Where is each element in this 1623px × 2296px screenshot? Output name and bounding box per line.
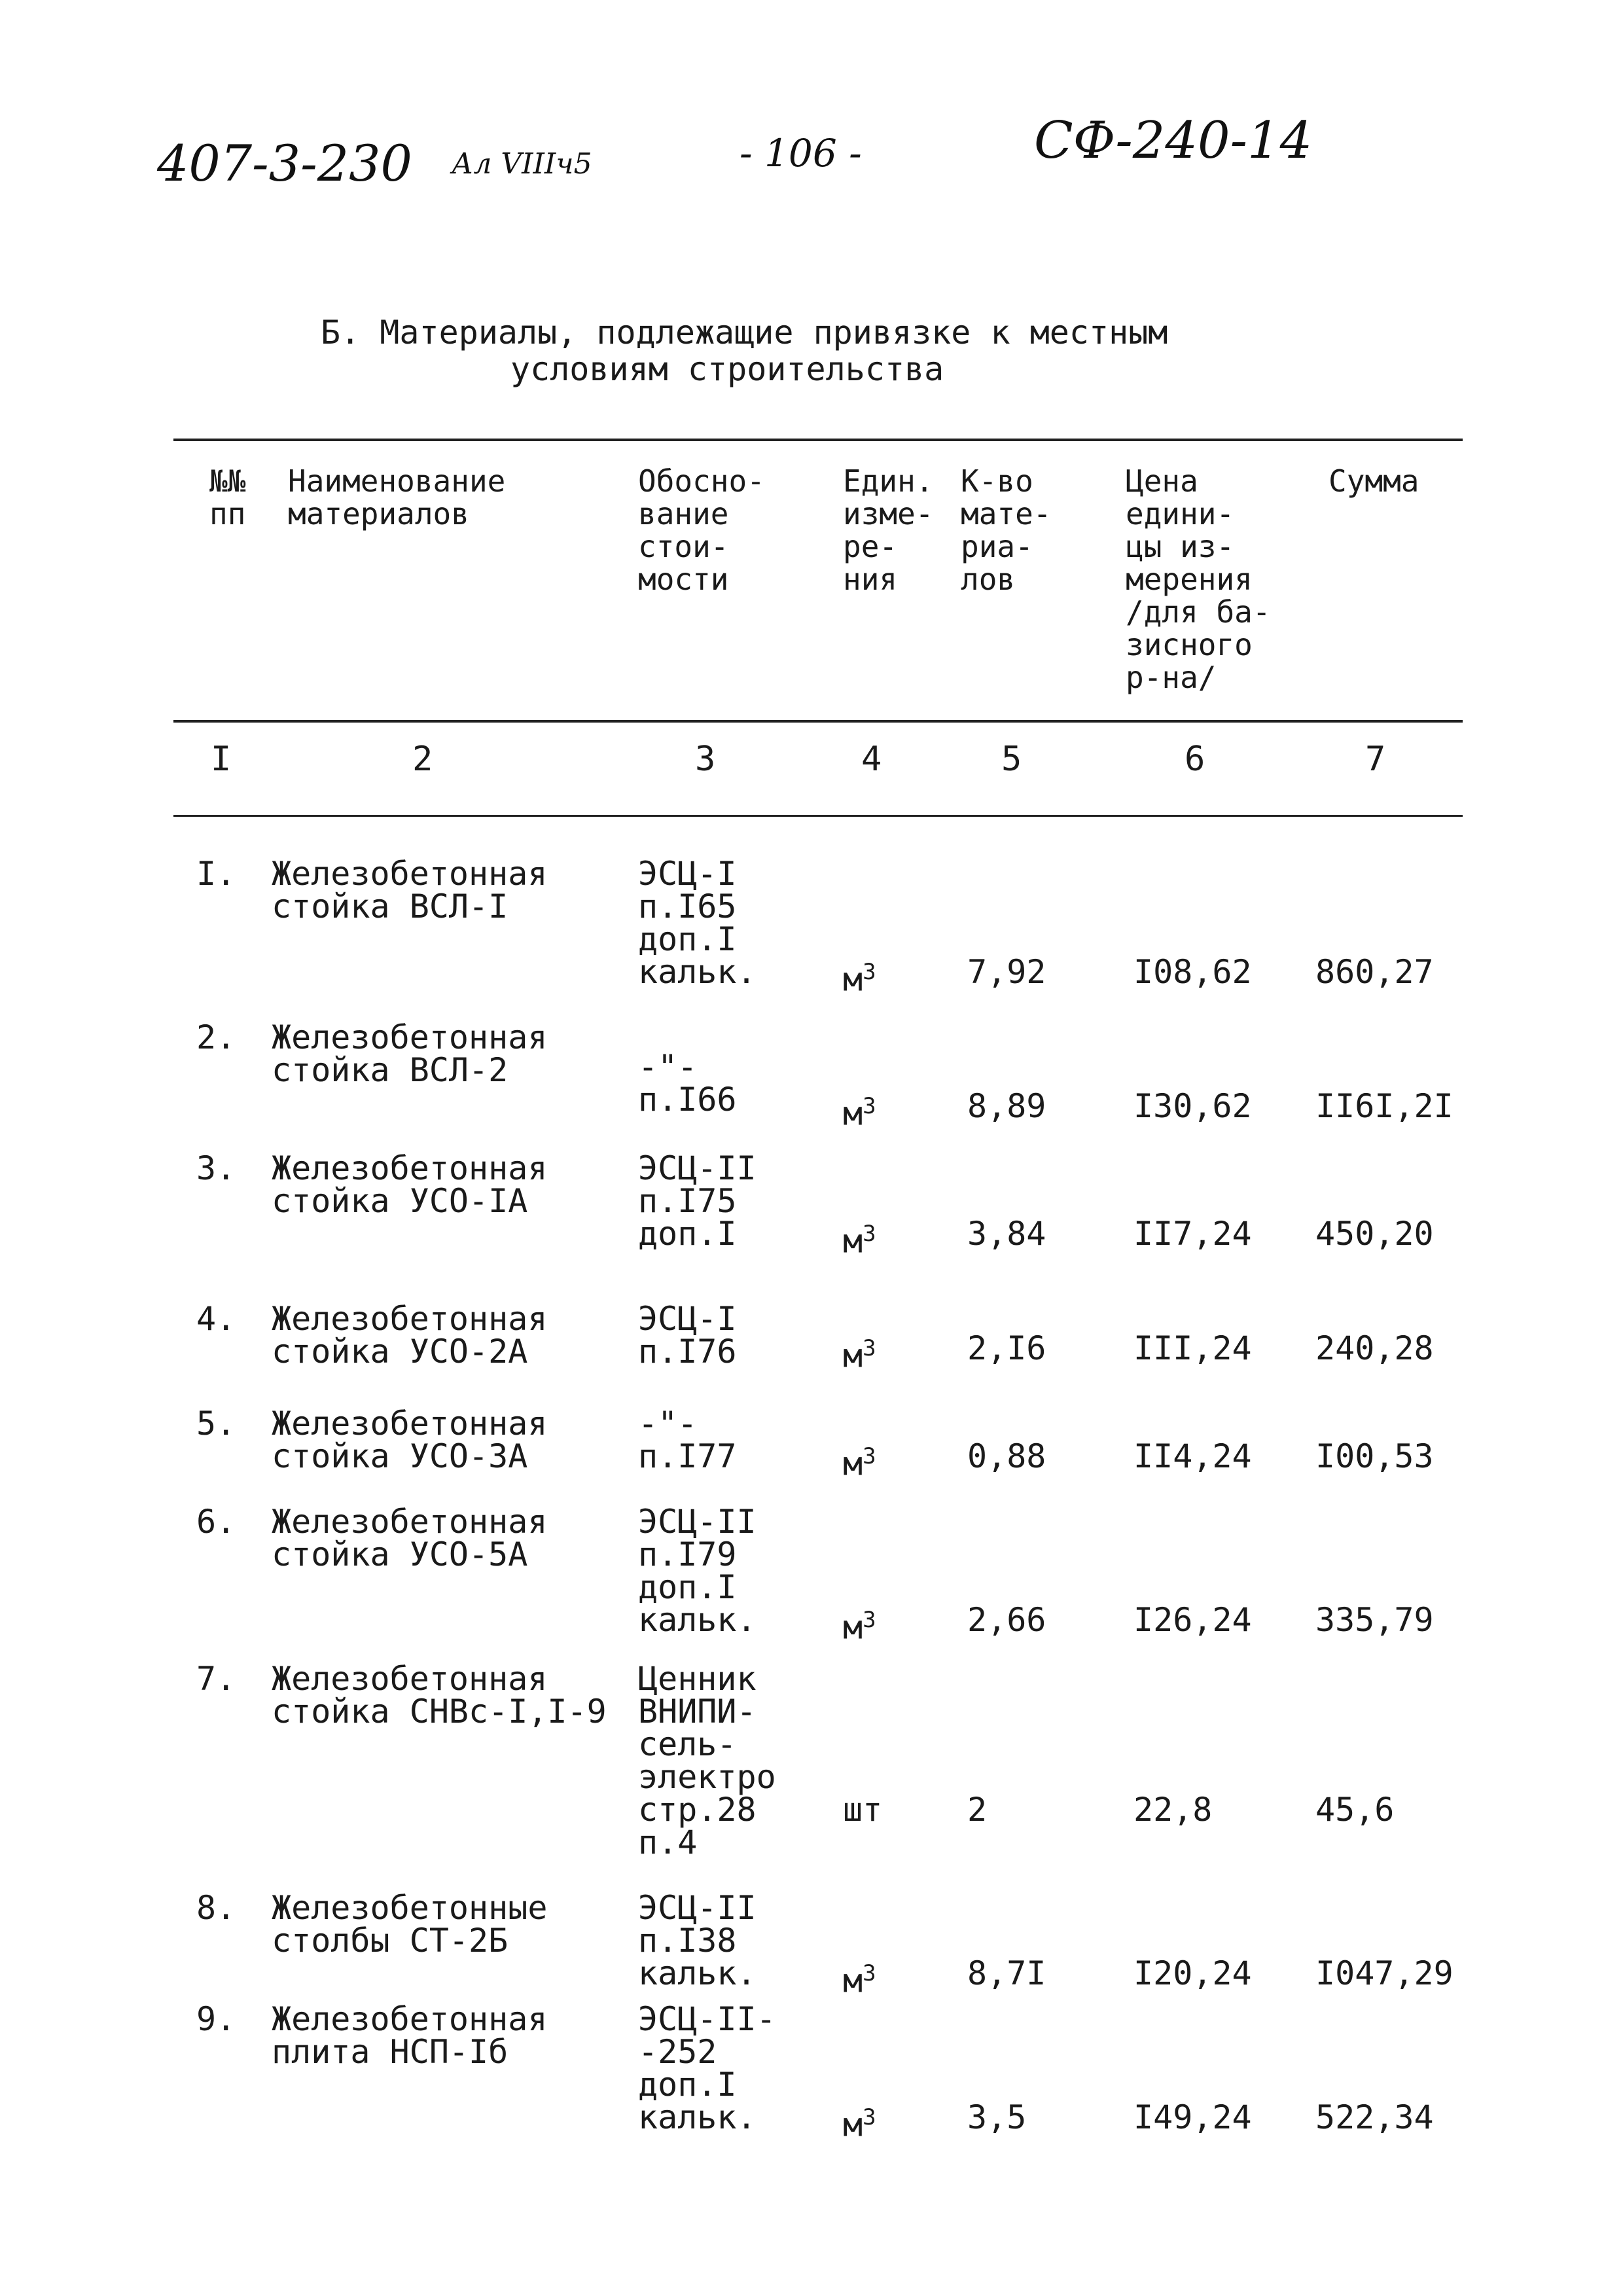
col-header-name: Наименование материалов: [288, 463, 506, 531]
column-numbers-rule: [173, 815, 1463, 817]
col-header-basis: Обосно- вание стои- мости: [638, 463, 765, 597]
cost-basis: ЭСЦ-II- -252 доп.I кальк.: [638, 2000, 776, 2136]
document-code: 407-3-230: [157, 134, 412, 192]
unit: шт: [843, 1791, 883, 1829]
row-number: 4.: [196, 1300, 236, 1338]
material-name: Железобетонная стойка УСО-5А: [272, 1503, 548, 1573]
unit: $м^3$: [843, 1607, 876, 1647]
sum: II6I,2I: [1315, 1087, 1454, 1125]
col-header-unit-price: Цена едини- цы из- мерения /для ба- зисного р-на/: [1126, 463, 1271, 695]
sum: 335,79: [1315, 1601, 1434, 1639]
unit: $м^3$: [843, 1960, 876, 2000]
section-title-line-1: Б. Материалы, подлежащие привязке к местным: [321, 314, 1168, 351]
unit: $м^3$: [843, 1335, 876, 1375]
sum: I00,53: [1315, 1437, 1434, 1475]
cost-basis: ЭСЦ-II п.I79 доп.I кальк.: [638, 1503, 757, 1639]
unit-price: II7,24: [1133, 1215, 1252, 1253]
unit-price: I49,24: [1133, 2098, 1252, 2136]
sum: 240,28: [1315, 1329, 1434, 1367]
row-number: 9.: [196, 2000, 236, 2038]
material-name: Железобетонная стойка УСО-IА: [272, 1149, 548, 1220]
col-header-sum: Сумма: [1329, 463, 1419, 499]
row-number: 6.: [196, 1503, 236, 1541]
quantity: 2,66: [967, 1601, 1046, 1639]
quantity: 3,5: [967, 2098, 1027, 2136]
unit-price: 22,8: [1133, 1791, 1213, 1829]
col-header-quantity: К-во мате- риа- лов: [961, 463, 1052, 597]
unit: $м^3$: [843, 1443, 876, 1483]
row-number: 2.: [196, 1018, 236, 1056]
quantity: 2: [967, 1791, 988, 1829]
unit-price: I26,24: [1133, 1601, 1252, 1639]
cost-basis: Ценник ВНИПИ- сель- электро стр.28 п.4: [638, 1660, 776, 1861]
column-number-4: 4: [861, 740, 882, 779]
column-number-2: 2: [412, 740, 433, 779]
material-name: Железобетонные столбы СТ-2Б: [272, 1889, 548, 1960]
sum: 45,6: [1315, 1791, 1395, 1829]
unit: $м^3$: [843, 2104, 876, 2144]
unit: $м^3$: [843, 1221, 876, 1261]
column-number-6: 6: [1185, 740, 1205, 779]
row-number: 5.: [196, 1405, 236, 1443]
sum: 522,34: [1315, 2098, 1434, 2136]
album-reference: Ал VIIIч5: [452, 147, 592, 181]
quantity: 0,88: [967, 1437, 1046, 1475]
column-number-5: 5: [1001, 740, 1022, 779]
section-title: [321, 314, 1302, 387]
unit: $м^3$: [843, 1093, 876, 1133]
page-number: - 106 -: [740, 131, 862, 175]
sum: 450,20: [1315, 1215, 1434, 1253]
col-header-number: №№ пп: [209, 463, 246, 531]
unit-price: III,24: [1133, 1329, 1252, 1367]
material-name: Железобетонная стойка УСО-2А: [272, 1300, 548, 1371]
cost-basis: ЭСЦ-I п.I76: [638, 1300, 737, 1371]
row-number: 8.: [196, 1889, 236, 1927]
section-title-line-2: условиям строительства: [510, 350, 944, 388]
material-name: Железобетонная плита НСП-Iб: [272, 2000, 548, 2071]
cost-basis: ЭСЦ-II п.I75 доп.I: [638, 1149, 757, 1253]
cost-basis: ЭСЦ-I п.I65 доп.I кальк.: [638, 855, 757, 991]
cost-basis: ЭСЦ-II п.I38 кальк.: [638, 1889, 757, 1992]
column-number-3: 3: [695, 740, 716, 779]
material-name: Железобетонная стойка ВСЛ-2: [272, 1018, 548, 1089]
cost-basis: -"- п.I66: [638, 1048, 737, 1119]
unit-price: I30,62: [1133, 1087, 1252, 1125]
row-number: 3.: [196, 1149, 236, 1187]
sum: I047,29: [1315, 1954, 1454, 1992]
row-number: I.: [196, 855, 236, 893]
quantity: 8,7I: [967, 1954, 1046, 1992]
column-number-1: I: [211, 740, 232, 779]
material-name: Железобетонная стойка СНВс-I,I-9: [272, 1660, 607, 1731]
unit-price: II4,24: [1133, 1437, 1252, 1475]
col-header-unit: Един. изме- ре- ния: [843, 463, 934, 597]
quantity: 8,89: [967, 1087, 1046, 1125]
quantity: 3,84: [967, 1215, 1046, 1253]
unit-price: I08,62: [1133, 953, 1252, 991]
sheet-code: СФ-240-14: [1034, 111, 1313, 170]
cost-basis: -"- п.I77: [638, 1405, 737, 1475]
material-name: Железобетонная стойка УСО-3А: [272, 1405, 548, 1475]
unit: $м^3$: [843, 959, 876, 999]
table-top-rule: [173, 439, 1463, 441]
quantity: 2,I6: [967, 1329, 1046, 1367]
material-name: Железобетонная стойка ВСЛ-I: [272, 855, 548, 925]
column-number-7: 7: [1365, 740, 1386, 779]
unit-price: I20,24: [1133, 1954, 1252, 1992]
quantity: 7,92: [967, 953, 1046, 991]
sum: 860,27: [1315, 953, 1434, 991]
header-bottom-rule: [173, 720, 1463, 723]
row-number: 7.: [196, 1660, 236, 1698]
